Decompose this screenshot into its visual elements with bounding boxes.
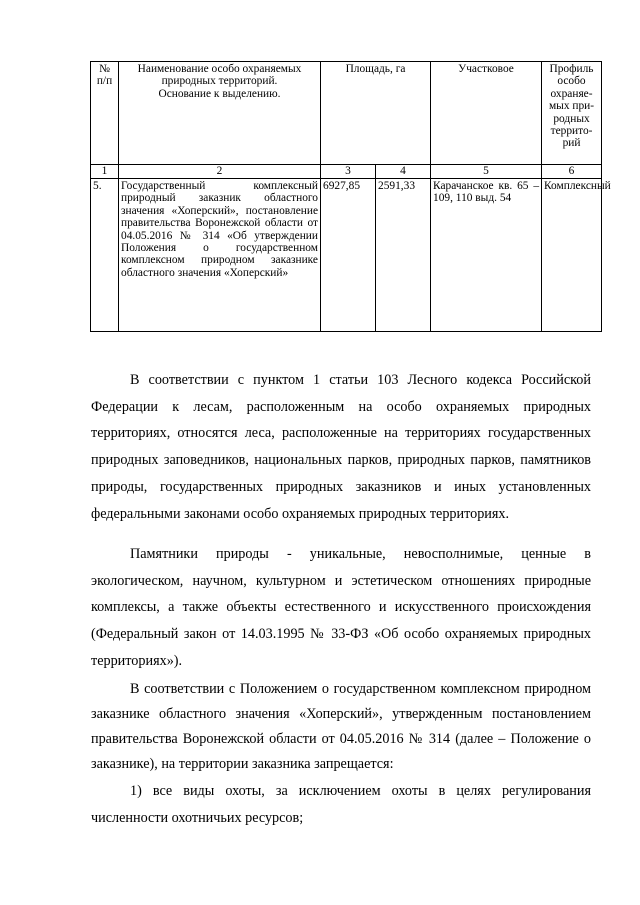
- row-name: Государственный комплексный природный заказник областного значения «Хоперский», постановление правительства Воронежской области от 04.05.2016 № 314 «Об утверждении Положения о государственном комплексном природном заказнике областного значения «Хоперский»: [119, 179, 321, 332]
- paragraph: В соответствии с Положением о государственном комплексном природном заказнике областного значения «Хоперский», утвержденным постановлением правительства Воронежской области от 04.05.2016 № 314 (далее – Положение о заказнике), на территории заказника запрещается:: [91, 681, 591, 772]
- header-name: Наименование особо охраняемых природных территорий. Основание к выделению.: [119, 62, 321, 165]
- row-num: 5.: [91, 179, 119, 332]
- header-num: № п/п: [91, 62, 119, 165]
- header-area: Площадь, га: [321, 62, 431, 165]
- column-number: 3: [321, 165, 376, 179]
- header-district: Участковое: [431, 62, 542, 165]
- paragraph: В соответствии с пунктом 1 статьи 103 Лесного кодекса Российской Федерации к лесам, расположенным на особо охраняемых природных территориях, относятся леса, расположенные на территориях государственных природных заповедников, национальных парков, природных парков, памятников природы, государственных природных заказников и иных установленных федеральными законами особо охраняемых природных территориях.: [91, 372, 591, 522]
- column-number: 6: [542, 165, 602, 179]
- header-profile: Профиль особо охраняе- мых при- родных террито- рий: [542, 62, 602, 165]
- row-profile: Комплексный: [542, 179, 602, 332]
- column-number: 1: [91, 165, 119, 179]
- row-district: Карачанское кв. 65 – 109, 110 выд. 54: [431, 179, 542, 332]
- table-header-row: [91, 62, 602, 165]
- column-number: 4: [376, 165, 431, 179]
- table-row: [91, 179, 602, 332]
- column-number: 2: [119, 165, 321, 179]
- paragraph: Памятники природы - уникальные, невосполнимые, ценные в экологическом, научном, культурном и эстетическом отношениях природные комплексы, а также объекты естественного и искусственного происхождения (Федеральный закон от 14.03.1995 № 33-ФЗ «Об особо охраняемых природных территориях»).: [91, 546, 591, 669]
- row-area-1: 6927,85: [321, 179, 376, 332]
- paragraph: 1) все виды охоты, за исключением охоты в целях регулирования численности охотничьих ресурсов;: [91, 783, 591, 826]
- protected-areas-table: [90, 61, 611, 332]
- row-area-2: 2591,33: [376, 179, 431, 332]
- column-number-row: [91, 165, 602, 179]
- column-number: 5: [431, 165, 542, 179]
